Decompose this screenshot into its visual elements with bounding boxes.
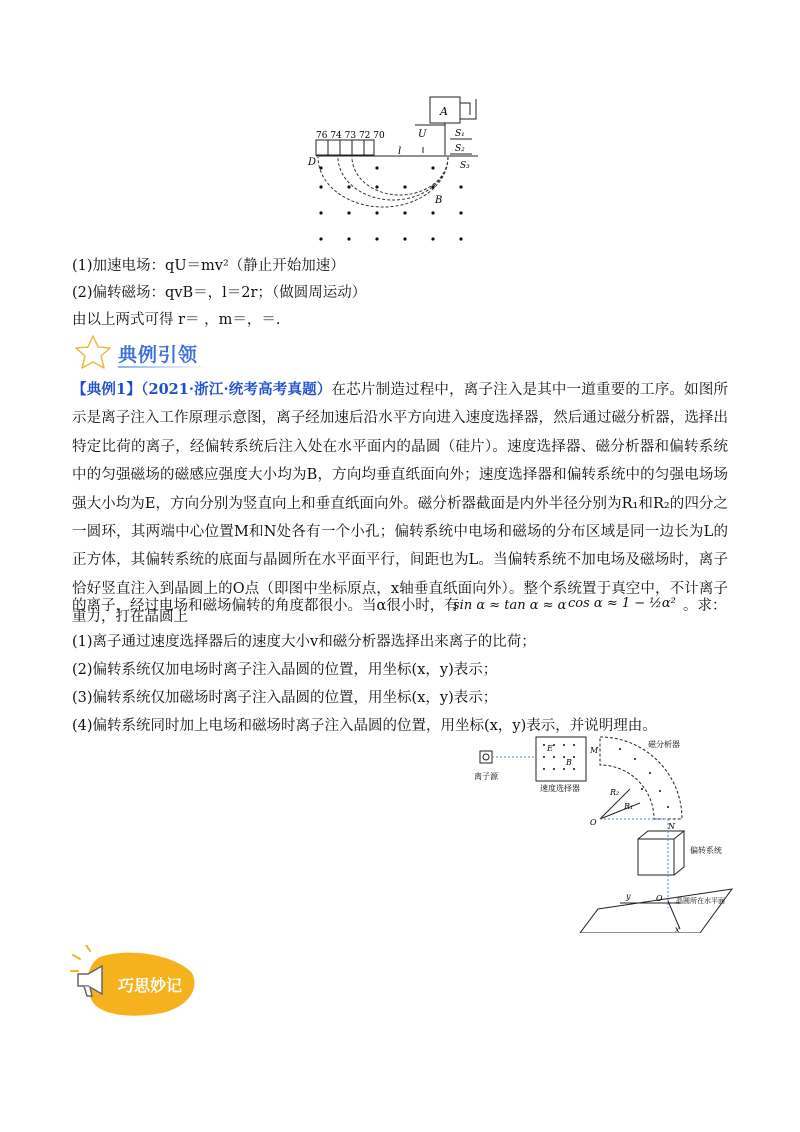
fig2-label-O-bottom: O [656,894,663,903]
fig1-label-U: U [418,129,427,140]
fig2-label-O-top: O [590,818,597,827]
fig2-label-R2: R₂ [610,788,620,797]
fig1-label-S3: S₃ [460,161,470,171]
fig1-scale-label: 76 74 73 72 70 [316,131,385,141]
example-source: （2021·浙江·统考高考真题） [141,381,332,398]
fig2-label-R1: R₁ [624,802,634,811]
text-line-accel-field: (1)加速电场：qU＝mv²（静止开始加速） [72,258,345,274]
formula-small-angle-sin: sin α ≈ tan α ≈ α [453,598,567,613]
text-line-conclusion: 由以上两式可得 r＝ ，m＝，＝. [72,312,281,328]
fig1-label-l: l [398,146,402,157]
text-line-deflect-field: (2)偏转磁场：qvB＝，l＝2r；（做圆周运动） [72,285,367,301]
section-underline [118,366,208,368]
fig1-label-B: B [435,195,443,206]
fig2-label-x: x [675,925,680,933]
example-paragraph [72,376,728,632]
fig1-label-S1: S₁ [455,129,465,139]
example-body-tail: 的离子，经过电场和磁场偏转的角度都很小。当α很小时，有 [72,598,459,614]
question-3: (3)偏转系统仅加磁场时离子注入晶圆的位置，用坐标(x，y)表示； [72,690,498,706]
question-1: (1)离子通过速度选择器后的速度大小v和磁分析器选择出来离子的比荷； [72,634,536,650]
fig2-label-magnetic-analyzer: 磁分析器 [648,740,680,749]
ion-implantation-figure [470,733,735,933]
section-title: 典例引领 [118,344,199,366]
question-2: (2)偏转系统仅加电场时离子注入晶圆的位置，用坐标(x，y)表示； [72,662,498,678]
formula-small-angle-cos: cos α ≈ 1 − ½α² [568,596,676,611]
fig2-label-N: N [668,822,675,831]
mass-spectrometer-figure [300,95,500,250]
fig1-label-D: D [308,157,317,168]
example-body: 在芯片制造过程中，离子注入是其中一道重要的工序。如图所示是离子注入工作原理示意图，离子经加速后沿水平方向进入速度选择器，然后通过磁分析器，选择出特定比荷的离子，经偏转系统后注入处在水平面内的晶圆（硅片）。速度选择器、磁分析器和偏转系统中的匀强磁场的磁感应强度大小均为B，方向均垂直纸面向外；速度选择器和偏转系统中的匀强电场场强大小均为E，方向分别为竖直向上和垂直纸面向外。磁分析器截面是内外半径分别为R₁和R₂的四分之一圆环，其两端中心位置M和N处各有一个小孔；偏转系统中电场和磁场的分布区域是同一边长为L的正方体，其偏转系统的底面与晶圆所在水平面平行，间距也为L。当偏转系统不加电场及磁场时，离子恰好竖直注入到晶圆上的O点（即图中坐标原点，x轴垂直纸面向外）。整个系统置于真空中，不计离子重力，打在晶圆上 [72,382,729,626]
fig2-label-source: 离子源 [474,772,498,781]
fig2-label-M: M [590,746,599,755]
fig2-label-B: B [566,758,572,767]
megaphone-icon [74,960,110,1000]
fig1-label-A: A [440,105,448,118]
example-end: 。求： [683,598,727,614]
star-icon [74,334,112,370]
badge-text: 巧思妙记 [118,976,183,995]
fig2-label-E: E [547,744,553,753]
example-tag: 【典例1】 [72,381,142,398]
fig1-label-S2: S₂ [455,144,465,154]
fig2-label-wafer: 晶圆所在水平面 [676,897,725,905]
fig2-label-velocity-selector: 速度选择器 [540,784,580,793]
fig2-label-y: y [626,892,631,901]
fig2-label-deflection: 偏转系统 [690,846,722,855]
question-4: (4)偏转系统同时加上电场和磁场时离子注入晶圆的位置，用坐标(x，y)表示，并说明理由。 [72,718,657,734]
